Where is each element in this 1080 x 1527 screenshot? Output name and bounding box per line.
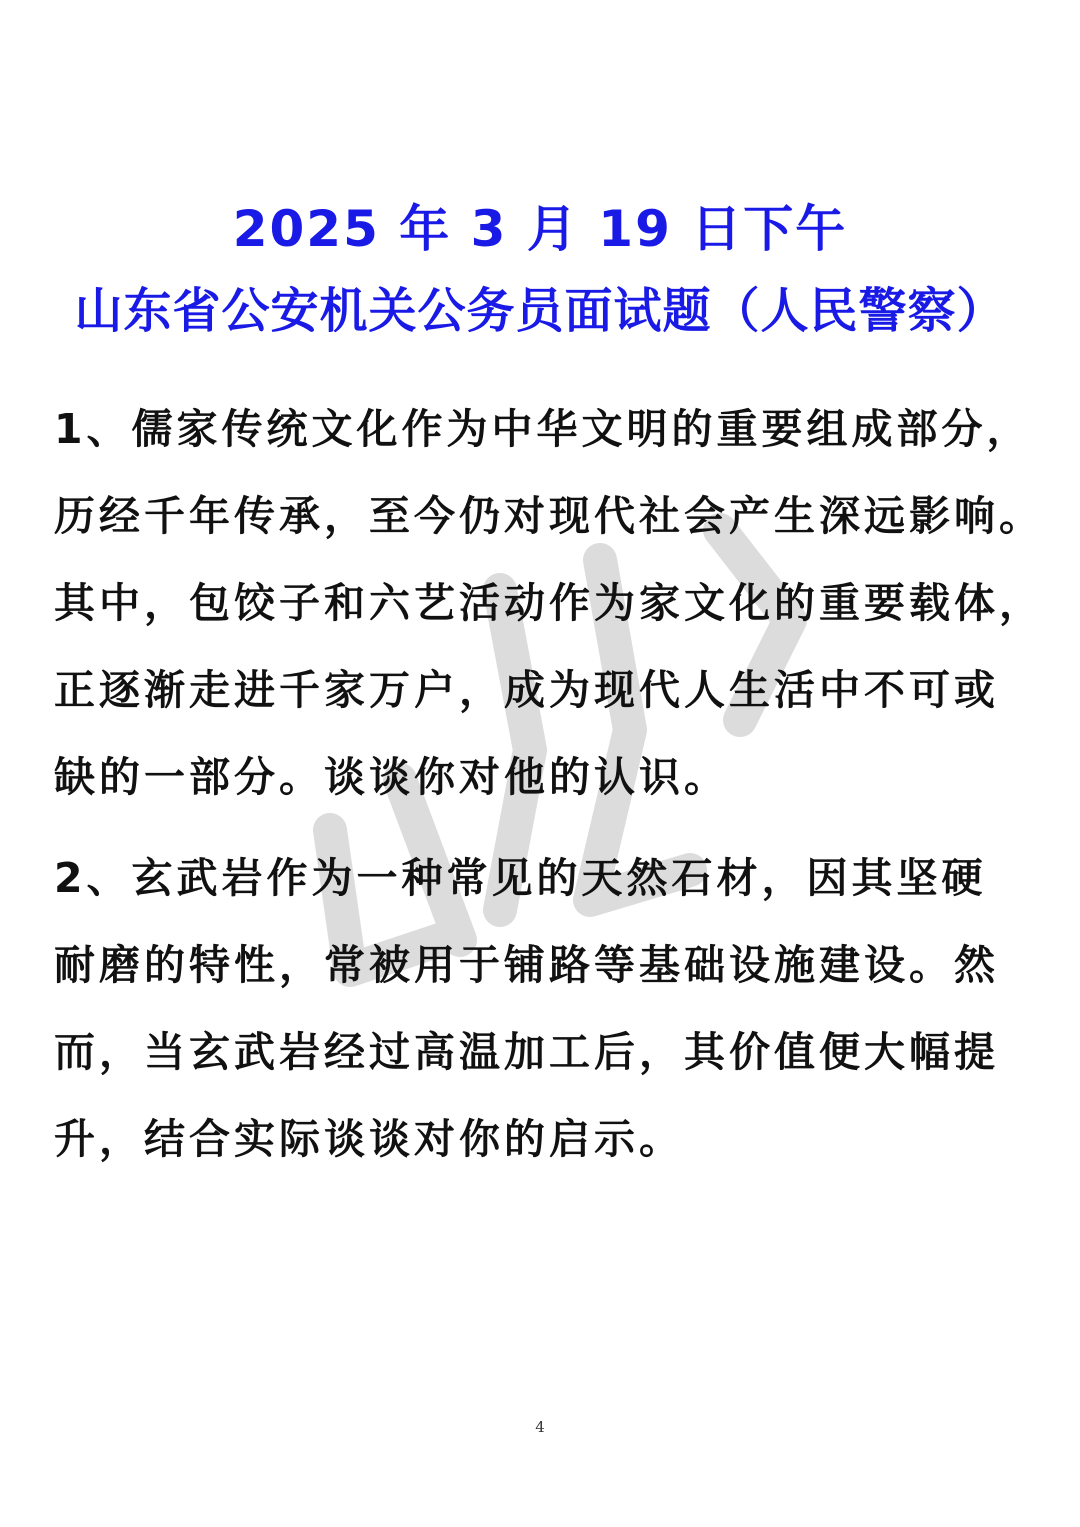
question-1 xyxy=(54,396,1044,831)
title-subject-line: 山东省公安机关公务员面试题（人民警察） xyxy=(74,283,1006,339)
question-2-line: 而，当玄武岩经过高温加工后，其价值便大幅提 xyxy=(54,1028,999,1076)
question-1-line: 历经千年传承，至今仍对现代社会产生深远影响。 xyxy=(54,492,1044,540)
question-2-line: 耐磨的特性，常被用于铺路等基础设施建设。然 xyxy=(54,941,999,989)
question-1-line: 1、儒家传统文化作为中华文明的重要组成部分， xyxy=(54,405,1032,453)
question-2-line: 升，结合实际谈谈对你的启示。 xyxy=(54,1115,684,1163)
question-1-line: 正逐渐走进千家万户，成为现代人生活中不可或 xyxy=(54,666,999,714)
question-1-line: 缺的一部分。谈谈你对他的认识。 xyxy=(54,753,729,801)
question-1-line: 其中，包饺子和六艺活动作为家文化的重要载体， xyxy=(54,579,1044,627)
question-2 xyxy=(54,845,1044,1193)
document-title xyxy=(0,196,1080,344)
question-2-line: 2、玄武岩作为一种常见的天然石材，因其坚硬 xyxy=(54,854,987,902)
page-number: 4 xyxy=(535,1418,545,1436)
title-date-line: 2025 年 3 月 19 日下午 xyxy=(232,200,848,258)
